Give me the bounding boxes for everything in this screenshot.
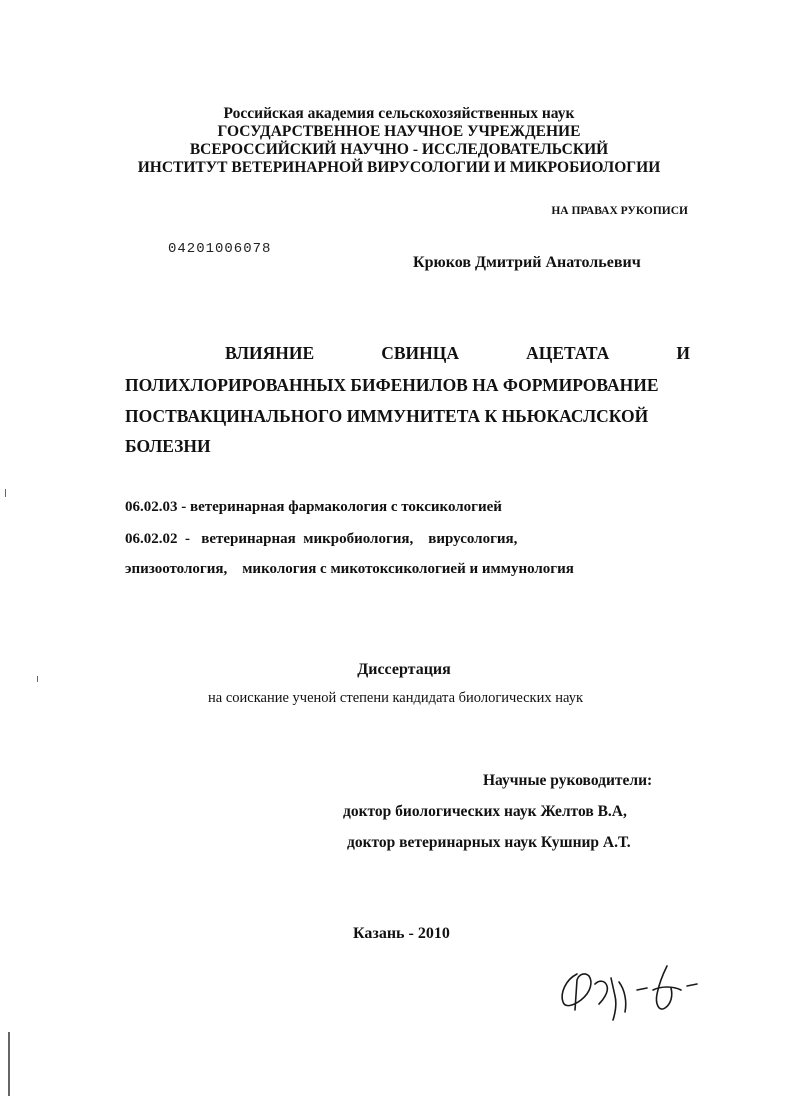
institution-name-line1: ВСЕРОССИЙСКИЙ НАУЧНО - ИССЛЕДОВАТЕЛЬСКИЙ — [189, 141, 609, 158]
place-and-year: Казань - 2010 — [353, 925, 450, 942]
thesis-title-line4: БОЛЕЗНИ — [125, 436, 211, 456]
title-word: И — [676, 343, 690, 363]
scan-speck — [37, 676, 38, 682]
document-type: Диссертация — [357, 661, 451, 678]
title-word: АЦЕТАТА — [526, 343, 610, 363]
specialty-code-1: 06.02.03 - ветеринарная фармакология с токсикологией — [125, 499, 502, 515]
author-name: Крюков Дмитрий Анатольевич — [413, 254, 641, 271]
title-word: СВИНЦА — [381, 343, 460, 363]
registration-code: 04201006078 — [168, 241, 272, 257]
handwritten-signature — [555, 960, 715, 1030]
title-word: ВЛИЯНИЕ — [225, 343, 315, 363]
thesis-title-line3: ПОСТВАКЦИНАЛЬНОГО ИММУНИТЕТА К НЬЮКАСЛСКОЙ — [125, 406, 649, 426]
supervisors-heading: Научные руководители: — [483, 772, 653, 789]
scan-speck — [5, 489, 6, 497]
institution-name-line2: ИНСТИТУТ ВЕТЕРИНАРНОЙ ВИРУСОЛОГИИ И МИКРОБИОЛОГИИ — [137, 159, 661, 176]
specialty-code-2-continued: эпизоотология, микология с микотоксикологией и иммунология — [125, 561, 574, 577]
degree-purpose: на соискание ученой степени кандидата биологических наук — [208, 690, 583, 706]
scan-edge-line — [8, 1032, 10, 1096]
manuscript-rights-note: НА ПРАВАХ РУКОПИСИ — [551, 205, 688, 217]
academy-name: Российская академия сельскохозяйственных наук — [223, 105, 575, 122]
thesis-title-line2: ПОЛИХЛОРИРОВАННЫХ БИФЕНИЛОВ НА ФОРМИРОВАНИЕ — [125, 375, 659, 395]
specialty-code-2: 06.02.02 - ветеринарная микробиология, вирусология, — [125, 531, 518, 547]
thesis-title-line1 — [225, 343, 690, 363]
supervisor-2: доктор ветеринарных наук Кушнир А.Т. — [347, 834, 631, 851]
supervisor-1: доктор биологических наук Желтов В.А, — [343, 803, 627, 820]
institution-type: ГОСУДАРСТВЕННОЕ НАУЧНОЕ УЧРЕЖДЕНИЕ — [217, 123, 581, 140]
